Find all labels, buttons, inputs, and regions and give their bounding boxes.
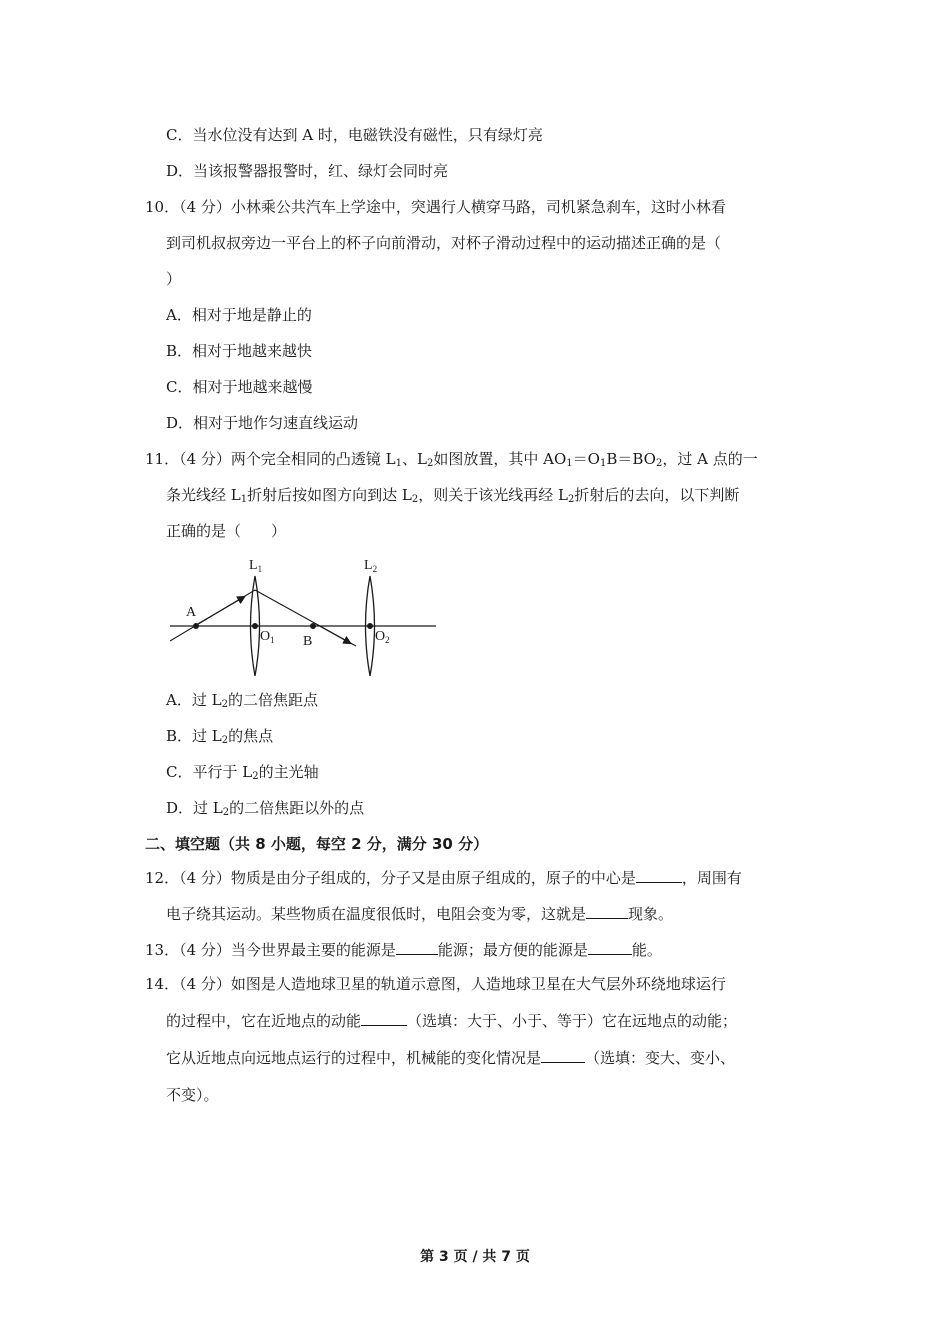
q9-option-c: C．当水位没有达到 A 时，电磁铁没有磁性，只有绿灯亮: [166, 126, 543, 144]
q14-stem-line-3: 它从近地点向远地点运行的过程中，机械能的变化情况是 （选填：变大、变小、: [166, 1049, 736, 1067]
point-b-dot: [310, 623, 316, 629]
q12-blank-1[interactable]: [636, 868, 682, 883]
q12-blank-2[interactable]: [586, 904, 628, 919]
q11-stem-line-1: 11．（4 分）两个完全相同的凸透镜 $L_1$、$L_2$如图放置，其中 $AO_1=O_1B=BO_2$，过 A 点的一: [145, 450, 758, 469]
q14-stem-line-2: 的过程中，它在近地点的动能 （选填：大于、小于、等于）它在远地点的动能；: [166, 1012, 738, 1030]
label-a: A: [186, 605, 197, 620]
q10-stem-line-2: 到司机叔叔旁边一平台上的杯子向前滑动，对杯子滑动过程中的运动描述正确的是（: [166, 234, 722, 252]
label-o1: $O_1$: [260, 629, 275, 645]
label-l2: $L_2$: [364, 558, 378, 574]
q11-option-b: B．过 $L_2$的焦点: [166, 727, 274, 746]
q10-option-b: B．相对于地越来越快: [166, 342, 313, 360]
q11-option-a: A．过 $L_2$的二倍焦距点: [166, 691, 318, 710]
point-o2-dot: [367, 623, 373, 629]
q10-stem-line-3: ）: [166, 270, 182, 288]
label-l1: $L_1$: [249, 558, 263, 574]
q10-option-d: D．相对于地作匀速直线运动: [166, 414, 359, 432]
lens-diagram: [166, 556, 441, 676]
q10-stem-line-1: 10．（4 分）小林乘公共汽车上学途中，突遇行人横穿马路，司机紧急刹车，这时小林看: [145, 198, 726, 216]
q11-option-c: C．平行于 $L_2$的主光轴: [166, 763, 319, 782]
point-o1-dot: [252, 623, 258, 629]
refracted-ray-arrow: [316, 624, 350, 643]
q11-stem-line-2: 条光线经 $L_1$折射后按如图方向到达 $L_2$，则关于该光线再经 $L_2$折射后的去向，以下判断: [166, 486, 740, 505]
q13-blank-2[interactable]: [588, 940, 632, 955]
q13-blank-1[interactable]: [396, 940, 438, 955]
point-a-dot: [193, 623, 199, 629]
label-b: B: [303, 634, 313, 649]
q13-stem: 13．（4 分）当今世界最主要的能源是 能源；最方便的能源是 能。: [145, 941, 662, 959]
q10-option-a: A．相对于地是静止的: [166, 306, 312, 324]
q11-option-d: D．过 $L_2$的二倍焦距以外的点: [166, 799, 365, 818]
q12-stem-line-1: 12．（4 分）物质是由分子组成的，分子又是由原子组成的，原子的中心是 ，周围有: [145, 869, 742, 887]
section-2-heading: 二、填空题（共 8 小题，每空 2 分，满分 30 分）: [145, 835, 489, 853]
q14-stem-line-4: 不变）。: [166, 1086, 219, 1104]
q9-option-d: D．当该报警器报警时，红、绿灯会同时亮: [166, 162, 449, 180]
q10-option-c: C．相对于地越来越慢: [166, 378, 313, 396]
q12-stem-line-2: 电子绕其运动。某些物质在温度很低时，电阻会变为零，这就是 现象。: [166, 905, 674, 923]
q14-blank-1[interactable]: [361, 1011, 407, 1026]
q14-stem-line-1: 14．（4 分）如图是人造地球卫星的轨道示意图，人造地球卫星在大气层外环绕地球运行: [145, 975, 726, 993]
q14-blank-2[interactable]: [541, 1048, 585, 1063]
incident-ray-arrow: [196, 597, 244, 625]
page-footer: 第 3 页 / 共 7 页: [420, 1249, 530, 1265]
q11-stem-line-3: 正确的是（ ）: [166, 522, 287, 540]
label-o2: $O_2$: [375, 629, 390, 645]
